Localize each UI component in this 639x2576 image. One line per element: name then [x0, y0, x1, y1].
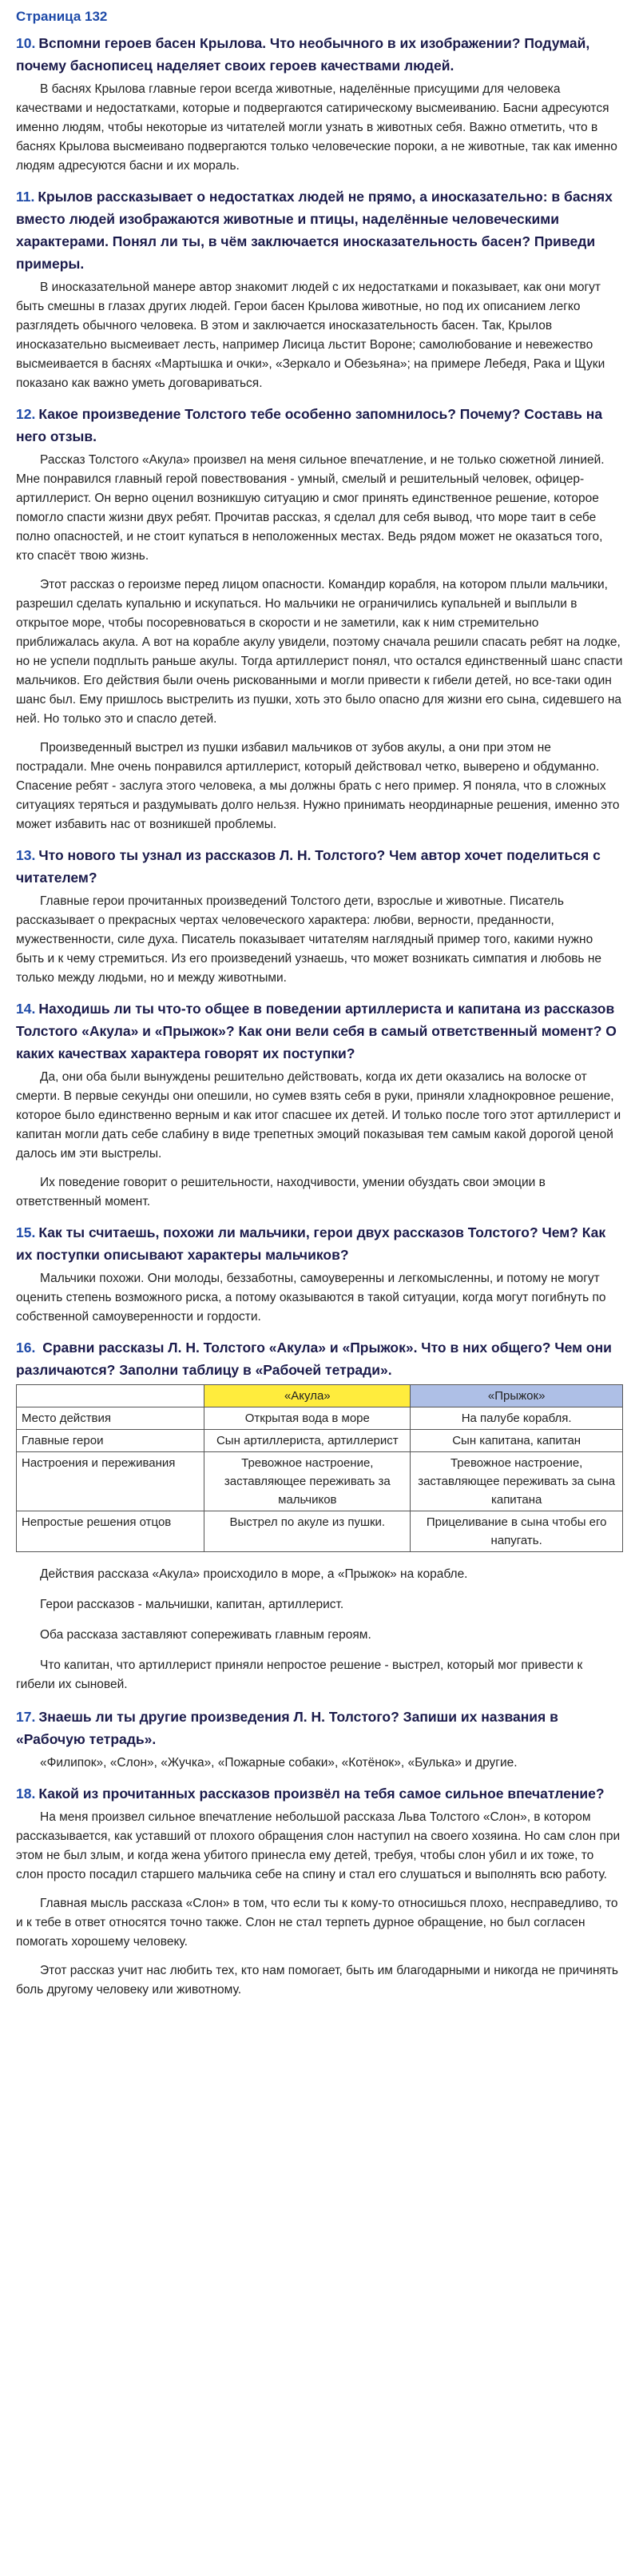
question-number: 16. — [16, 1340, 36, 1356]
question-number: 18. — [16, 1786, 36, 1802]
answer-paragraph: Произведенный выстрел из пушки избавил мальчиков от зубов акулы, а они при этом не пострадали. Мне очень понравился артиллерист, который действовал четко, выверено и обдуманно. Спасение ребят - заслуга этого человека, а мы должны брать с него пример. Я поняла, что в сложных ситуациях теряться и раздумывать долго нельзя. Нужно принимать неординарные решения, именно это может избавить нас от возникшей проблемы. — [16, 741, 620, 831]
answer-paragraph: Их поведение говорит о решительности, находчивости, умении обуздать свои эмоции в ответственный момент. — [16, 1176, 546, 1208]
question-17 — [16, 1706, 623, 1750]
table-cell: Сын артиллериста, артиллерист — [204, 1430, 411, 1452]
section-16-lines — [16, 1565, 623, 1694]
answer-paragraph: Этот рассказ учит нас любить тех, кто нам помогает, быть им благодарными и никогда не причинять боль другому человеку или животному. — [16, 1964, 618, 1997]
question-text: Какое произведение Толстого тебе особенно запомнилось? Почему? Составь на него отзыв. — [16, 406, 603, 444]
section-11 — [16, 185, 623, 393]
section-17 — [16, 1706, 623, 1773]
table-row-label: Непростые решения отцов — [17, 1511, 204, 1552]
answer-paragraph: Да, они оба были вынуждены решительно действовать, когда их дети оказались на волоске от смерти. В первые секунды они опешили, но сумев взять себя в руки, приняли хладнокровное решение, которое было единственно верным и как итог спасшее их детей. И только после того этот артиллерист и капитан могли дать себе слабину в виде трепетных эмоций показывая тем самым какой дорогой ценой далось им эти выстрелы. — [16, 1070, 621, 1161]
section-15 — [16, 1221, 623, 1327]
answer-line: Оба рассказа заставляют сопереживать главным героям. — [40, 1628, 371, 1642]
table-cell: Выстрел по акуле из пушки. — [204, 1511, 411, 1552]
answer-paragraph: В иносказательной манере автор знакомит людей с их недостатками и показывает, как они могут быть смешны в глазах других людей. Герои басен Крылова животные, но под их описанием легко разглядеть обычного человека. В этом и заключается иносказательность басен. Так, Крылов иносказательно высмеивает лесть, например Лисица льстит Вороне; самолюбование и невежество высмеивается в баснях «Мартышка и очки», «Зеркало и Обезьяна»; на примере Лебедя, Рака и Щуки показано как важно уметь договариваться. — [16, 281, 605, 390]
question-text: Какой из прочитанных рассказов произвёл на тебя самое сильное впечатление? — [38, 1786, 605, 1802]
table-header-pryzhok: «Прыжок» — [411, 1385, 623, 1407]
question-text: Сравни рассказы Л. Н. Толстого «Акула» и «Прыжок». Что в них общего? Чем они различаются? Заполни таблицу в «Рабочей тетради». — [16, 1340, 612, 1378]
answer-line: Действия рассказа «Акула» происходило в море, а «Прыжок» на корабле. — [40, 1567, 468, 1581]
table-row — [17, 1511, 623, 1552]
answer-line: Герои рассказов - мальчишки, капитан, артиллерист. — [40, 1598, 344, 1611]
answer-line: Что капитан, что артиллерист приняли непростое решение - выстрел, который мог привести к гибели их сыновей. — [16, 1658, 583, 1691]
table-row-label: Место действия — [17, 1407, 204, 1430]
question-number: 17. — [16, 1709, 36, 1725]
question-13 — [16, 844, 623, 889]
answer-paragraph: На меня произвел сильное впечатление небольшой рассказа Льва Толстого «Слон», в котором рассказывается, как уставший от плохого обращения слон наступил на своего хозяина. Но сам слон при этом не был злым, и когда жена убитого принесла ему детей, требуя, чтобы слон убил и их тоже, то слон просто посадил старшего мальчика себе на спину и стал его слушаться и выполнять всю работу. — [16, 1810, 621, 1881]
section-10 — [16, 32, 623, 176]
question-number: 12. — [16, 406, 36, 422]
table-cell: Сын капитана, капитан — [411, 1430, 623, 1452]
question-number: 13. — [16, 847, 36, 863]
table-row — [17, 1407, 623, 1430]
question-text: Вспомни героев басен Крылова. Что необычного в их изображении? Подумай, почему баснописец наделяет своих героев качествами людей. — [16, 35, 590, 74]
table-row — [17, 1452, 623, 1511]
question-12 — [16, 403, 623, 448]
table-row — [17, 1430, 623, 1452]
answer-paragraph: Главная мысль рассказа «Слон» в том, что если ты к кому-то относишься плохо, несправедливо, то и к тебе в ответ относятся точно также. Слон не стал терпеть дурное обращение, но был согласен помогать хорошему человеку. — [16, 1897, 618, 1949]
answer-paragraph: Главные герои прочитанных произведений Толстого дети, взрослые и животные. Писатель рассказывает о прекрасных чертах человеческого характера: любви, верности, преданности, мужественности, силе духа. Писатель показывает читателям наглядный пример того, какими нужно быть и к чему стремиться. Из его произведений узнаешь, что может возникать симпатия и любовь не только между людьми, но и между животными. — [16, 894, 601, 985]
table-header-empty — [17, 1385, 204, 1407]
sections-tail — [16, 1706, 623, 2000]
table-cell: Тревожное настроение, заставляющее переживать за мальчиков — [204, 1452, 411, 1511]
answer-paragraph: «Филипок», «Слон», «Жучка», «Пожарные собаки», «Котёнок», «Булька» и другие. — [40, 1756, 518, 1770]
question-10 — [16, 32, 623, 77]
question-number: 14. — [16, 1001, 36, 1017]
question-number: 15. — [16, 1224, 36, 1240]
comparison-table — [16, 1384, 623, 1552]
table-cell: Прицеливание в сына чтобы его напугать. — [411, 1511, 623, 1552]
question-text: Крылов рассказывает о недостатках людей не прямо, а иносказательно: в баснях вместо людей изображаются животные и птицы, наделённые человеческими характерами. Понял ли ты, в чём заключается иносказательность басен? Приведи примеры. — [16, 189, 613, 272]
question-14 — [16, 997, 623, 1065]
answer-paragraph: Этот рассказ о героизме перед лицом опасности. Командир корабля, на котором плыли мальчики, разрешил сделать купальню и искупаться. Но мальчики не ограничились купальней и выплыли в открытое море, чтобы посоревноваться в скорости и не заметили, как к ним стремительно приближалась акула. А вот на корабле акулу увидели, поэтому сначала решили спасать ребят на лодке, но не успели подплыть раньше акулы. Тогда артиллерист понял, что остался единственный шанс спасти мальчиков. Его действия были очень рискованными и могли привести к гибели детей, но все-таки один шанс был. Ему пришлось выстрелить из пушки, хоть это было опасно для жизни его сына, сидевшего на ней. Но только это и спасло детей. — [16, 578, 623, 726]
section-14 — [16, 997, 623, 1212]
table-row-label: Главные герои — [17, 1430, 204, 1452]
section-16 — [16, 1336, 623, 1694]
sections-head — [16, 32, 623, 1327]
table-header-row — [17, 1385, 623, 1407]
answer-paragraph: Мальчики похожи. Они молоды, беззаботны, самоуверенны и легкомысленны, и потому не могут оценить степень возможного риска, а потому оказываются в такой ситуации, когда могут погибнуть по собственной самоуверенности и гордости. — [16, 1272, 606, 1324]
section-18 — [16, 1782, 623, 2000]
question-15 — [16, 1221, 623, 1266]
question-number: 10. — [16, 35, 36, 51]
question-text: Как ты считаешь, похожи ли мальчики, герои двух рассказов Толстого? Чем? Как их поступки описывают характеры мальчиков? — [16, 1224, 606, 1263]
table-cell: Тревожное настроение, заставляющее переживать за сына капитана — [411, 1452, 623, 1511]
question-16 — [16, 1336, 623, 1381]
question-number: 11. — [16, 189, 35, 205]
section-12 — [16, 403, 623, 834]
question-11 — [16, 185, 623, 275]
section-13 — [16, 844, 623, 988]
answer-paragraph: Рассказ Толстого «Акула» произвел на меня сильное впечатление, и не только сюжетной линией. Мне понравился главный герой повествования - умный, смелый и решительный человек, офицер-артиллерист. Он верно оценил возникшую ситуацию и смог принять единственное решение, которое помогло спасти жизни двух ребят. Прочитав рассказ, я сделал для себя вывод, что море таит в себе полно опасностей, и не стоит купаться в неположенных местах. Ведь рядом может не оказаться того, кто спасёт твою жизнь. — [16, 453, 605, 563]
question-text: Знаешь ли ты другие произведения Л. Н. Толстого? Запиши их названия в «Рабочую тетрадь». — [16, 1709, 558, 1747]
answer-paragraph: В баснях Крылова главные герои всегда животные, наделённые присущими для человека качествами и недостатками, которые и подвергаются сатирическому высмеиванию. Басни адресуются именно людям, чтобы некоторые из читателей могли узнать в животных себя. Важно отметить, что в баснях Крылова высмеивано подвергаются только человеческие пороки, а не животные, так как именно людям адресуются басни и их мораль. — [16, 82, 617, 173]
question-18 — [16, 1782, 623, 1805]
table-cell: Открытая вода в море — [204, 1407, 411, 1430]
table-header-akula: «Акула» — [204, 1385, 411, 1407]
table-body — [17, 1407, 623, 1552]
question-text: Что нового ты узнал из рассказов Л. Н. Толстого? Чем автор хочет поделиться с читателем? — [16, 847, 601, 886]
table-row-label: Настроения и переживания — [17, 1452, 204, 1511]
question-text: Находишь ли ты что-то общее в поведении артиллериста и капитана из рассказов Толстого «Акула» и «Прыжок»? Как они вели себя в самый ответственный момент? О каких качествах характера говорят их поступки? — [16, 1001, 617, 1061]
page-title: Страница 132 — [16, 9, 108, 24]
table-cell: На палубе корабля. — [411, 1407, 623, 1430]
